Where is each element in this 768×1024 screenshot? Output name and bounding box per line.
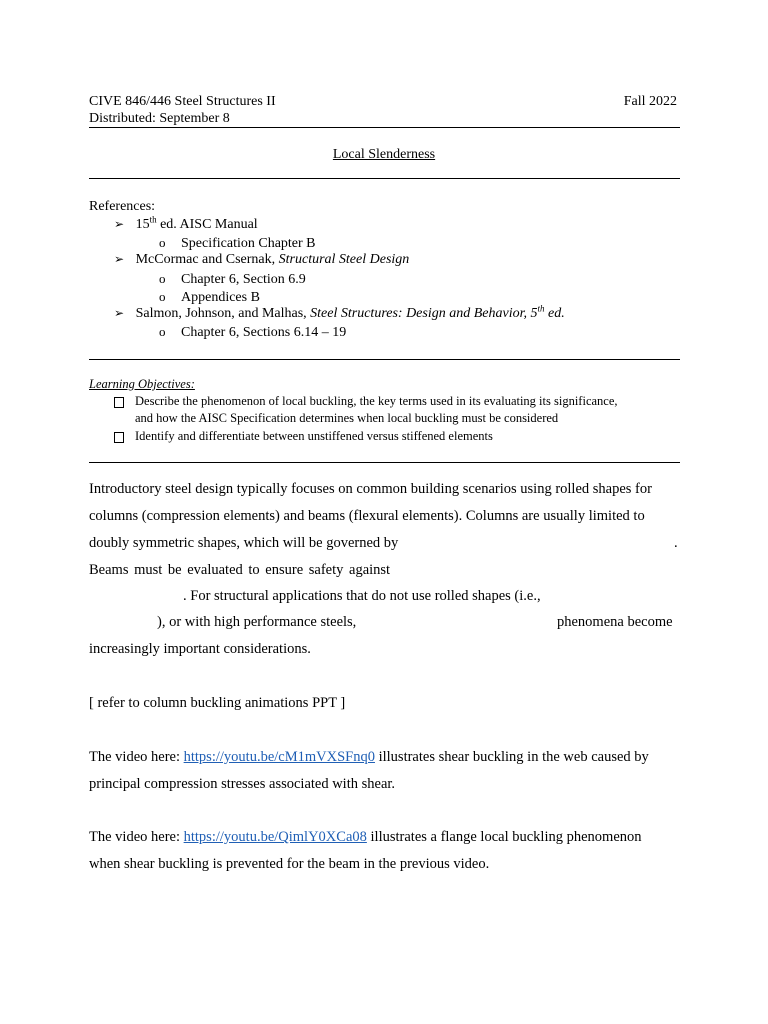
reference-item: ➢ McCormac and Csernak, Structural Steel Design (114, 252, 410, 267)
checkbox-icon (114, 395, 124, 413)
body-line: when shear buckling is prevented for the beam in the previous video. (89, 856, 490, 872)
video-link[interactable]: https://youtu.be/QimlY0XCa08 (183, 829, 367, 845)
objective-text: and how the AISC Specification determines when local buckling must be considered (135, 411, 559, 425)
arrow-bullet-icon: ➢ (114, 217, 125, 231)
references-divider (89, 359, 680, 360)
reference-subitem: o Chapter 6, Sections 6.14 – 19 (159, 324, 347, 340)
objective-text: Identify and differentiate between unstiffened versus stiffened elements (135, 429, 493, 443)
video-paragraph: The video here: https://youtu.be/cM1mVXSFnq0 illustrates shear buckling in the web caused by (89, 749, 649, 765)
body-line: Introductory steel design typically focuses on common building scenarios using rolled shapes for (89, 481, 652, 497)
body-line: increasingly important considerations. (89, 641, 311, 657)
reference-subitem: o Chapter 6, Section 6.9 (159, 271, 306, 287)
reference-item: ➢ Salmon, Johnson, and Malhas, Steel Structures: Design and Behavior, 5th ed. (114, 303, 565, 321)
term-label: Fall 2022 (623, 94, 677, 109)
circle-bullet-icon: o (159, 235, 166, 250)
objectives-heading: Learning Objectives: (89, 377, 195, 391)
circle-bullet-icon: o (159, 271, 166, 286)
reference-subitem: o Appendices B (159, 289, 260, 305)
circle-bullet-icon: o (159, 289, 166, 304)
reference-subitem: o Specification Chapter B (159, 235, 316, 251)
body-line: columns (compression elements) and beams (flexural elements). Columns are usually limited to (89, 508, 645, 524)
body-line: ), or with high performance steels, (157, 614, 357, 630)
body-line: phenomena become (557, 614, 673, 630)
body-line: . For structural applications that do not use rolled shapes (i.e., (183, 588, 541, 604)
title-divider (89, 178, 680, 179)
checkbox-icon (114, 430, 124, 448)
body-line-end: . (674, 535, 678, 551)
references-heading: References: (89, 199, 156, 214)
arrow-bullet-icon: ➢ (114, 306, 125, 320)
circle-bullet-icon: o (159, 324, 166, 339)
body-line: [ refer to column buckling animations PPT ] (89, 695, 346, 711)
objectives-divider (89, 462, 680, 463)
body-line: principal compression stresses associated with shear. (89, 776, 396, 792)
course-title: CIVE 846/446 Steel Structures II (89, 94, 276, 109)
body-line: doubly symmetric shapes, which will be governed by (89, 535, 399, 551)
reference-item: ➢ 15th ed. AISC Manual (114, 214, 258, 232)
distributed-date: Distributed: September 8 (89, 111, 230, 126)
arrow-bullet-icon: ➢ (114, 252, 125, 266)
video-link[interactable]: https://youtu.be/cM1mVXSFnq0 (183, 749, 375, 765)
header-divider (89, 127, 680, 128)
body-line: Beams must be evaluated to ensure safety against (89, 562, 391, 578)
page-title: Local Slenderness (332, 147, 436, 162)
objective-text: Describe the phenomenon of local buckling, the key terms used in its evaluating its significance, (135, 394, 618, 408)
video-paragraph: The video here: https://youtu.be/QimlY0XCa08 illustrates a flange local buckling phenomenon (89, 829, 642, 845)
